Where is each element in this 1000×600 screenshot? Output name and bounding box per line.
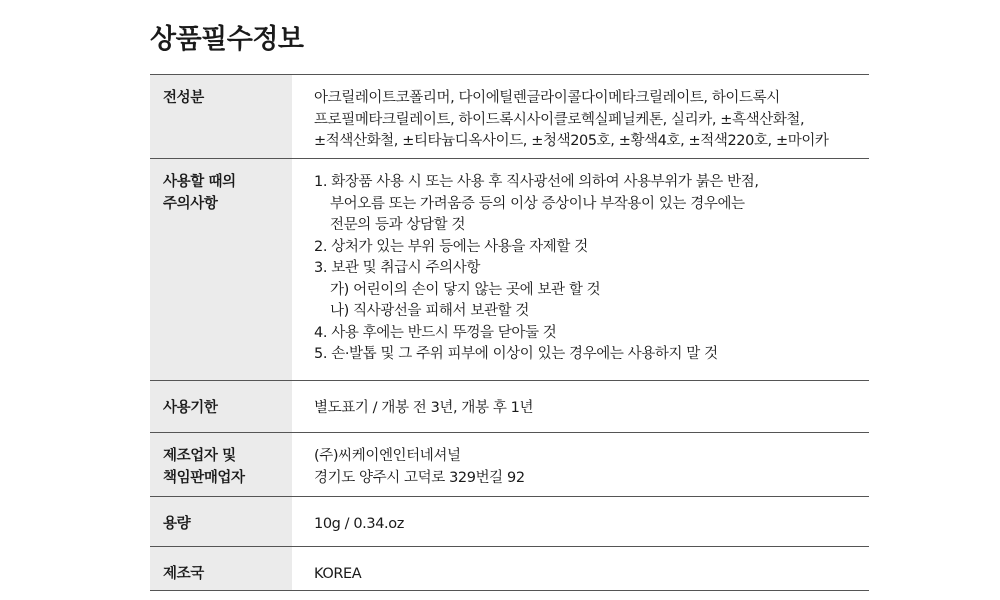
row-label-text: 책임판매업자 <box>163 469 245 486</box>
value-line: 1. 화장품 사용 시 또는 사용 후 직사광선에 의하여 사용부위가 붉은 반점, <box>314 174 759 190</box>
table-row-origin <box>150 547 869 591</box>
row-value <box>292 433 869 497</box>
page-title: 상품필수정보 <box>150 24 304 55</box>
row-value <box>292 547 869 591</box>
row-label <box>150 75 292 159</box>
value-line: 가) 어린이의 손이 닿지 않는 곳에 보관 할 것 <box>330 281 601 298</box>
row-label <box>150 547 292 591</box>
row-label-text: 전성분 <box>163 90 204 106</box>
value-line: 3. 보관 및 취급시 주의사항 <box>314 260 480 276</box>
table-row-volume <box>150 497 869 547</box>
value-line: 나) 직사광선을 피해서 보관할 것 <box>330 303 529 319</box>
value-line: ±적색산화철, ±티타늄디옥사이드, ±청색205호, ±황색4호, ±적색220호, ±마이카 <box>314 133 829 149</box>
value-line: 아크릴레이트코폴리머, 다이에틸렌글라이콜다이메타크릴레이트, 하이드록시 <box>314 90 780 106</box>
value-line: 5. 손·발톱 및 그 주위 피부에 이상이 있는 경우에는 사용하지 말 것 <box>314 346 718 362</box>
row-label <box>150 381 292 433</box>
row-label-text: 사용할 때의 <box>163 174 236 190</box>
row-value <box>292 497 869 547</box>
value-line: 경기도 양주시 고덕로 329번길 92 <box>314 469 525 486</box>
row-value <box>292 381 869 433</box>
row-label-text: 용량 <box>163 516 191 532</box>
table-row-expiry <box>150 381 869 433</box>
table-row-precautions <box>150 159 869 381</box>
value-line: 부어오름 또는 가려움증 등의 이상 증상이나 부작용이 있는 경우에는 <box>330 195 745 212</box>
row-value <box>292 159 869 381</box>
value-line: 프로필메타크릴레이트, 하이드록시사이클로헥실페닐케톤, 실리카, ±흑색산화철, <box>314 111 805 128</box>
value-line: 2. 상처가 있는 부위 등에는 사용을 자제할 것 <box>314 238 588 255</box>
row-label-text: 사용기한 <box>163 400 218 416</box>
table-row-manufacturer <box>150 433 869 497</box>
value-line: 10g / 0.34.oz <box>314 516 404 532</box>
table-row-ingredients <box>150 75 869 159</box>
row-value <box>292 75 869 159</box>
value-line: KOREA <box>314 566 362 582</box>
value-line: 4. 사용 후에는 반드시 뚜껑을 닫아둘 것 <box>314 324 557 341</box>
product-info-table <box>150 74 869 591</box>
row-label-text: 제조업자 및 <box>163 448 236 464</box>
row-label <box>150 159 292 381</box>
row-label <box>150 433 292 497</box>
row-label-text: 제조국 <box>163 566 204 582</box>
value-line: 별도표기 / 개봉 전 3년, 개봉 후 1년 <box>314 400 534 416</box>
row-label-text: 주의사항 <box>163 195 218 212</box>
value-line: (주)씨케이엔인터네셔널 <box>314 448 461 464</box>
row-label <box>150 497 292 547</box>
value-line: 전문의 등과 상담할 것 <box>330 217 466 233</box>
